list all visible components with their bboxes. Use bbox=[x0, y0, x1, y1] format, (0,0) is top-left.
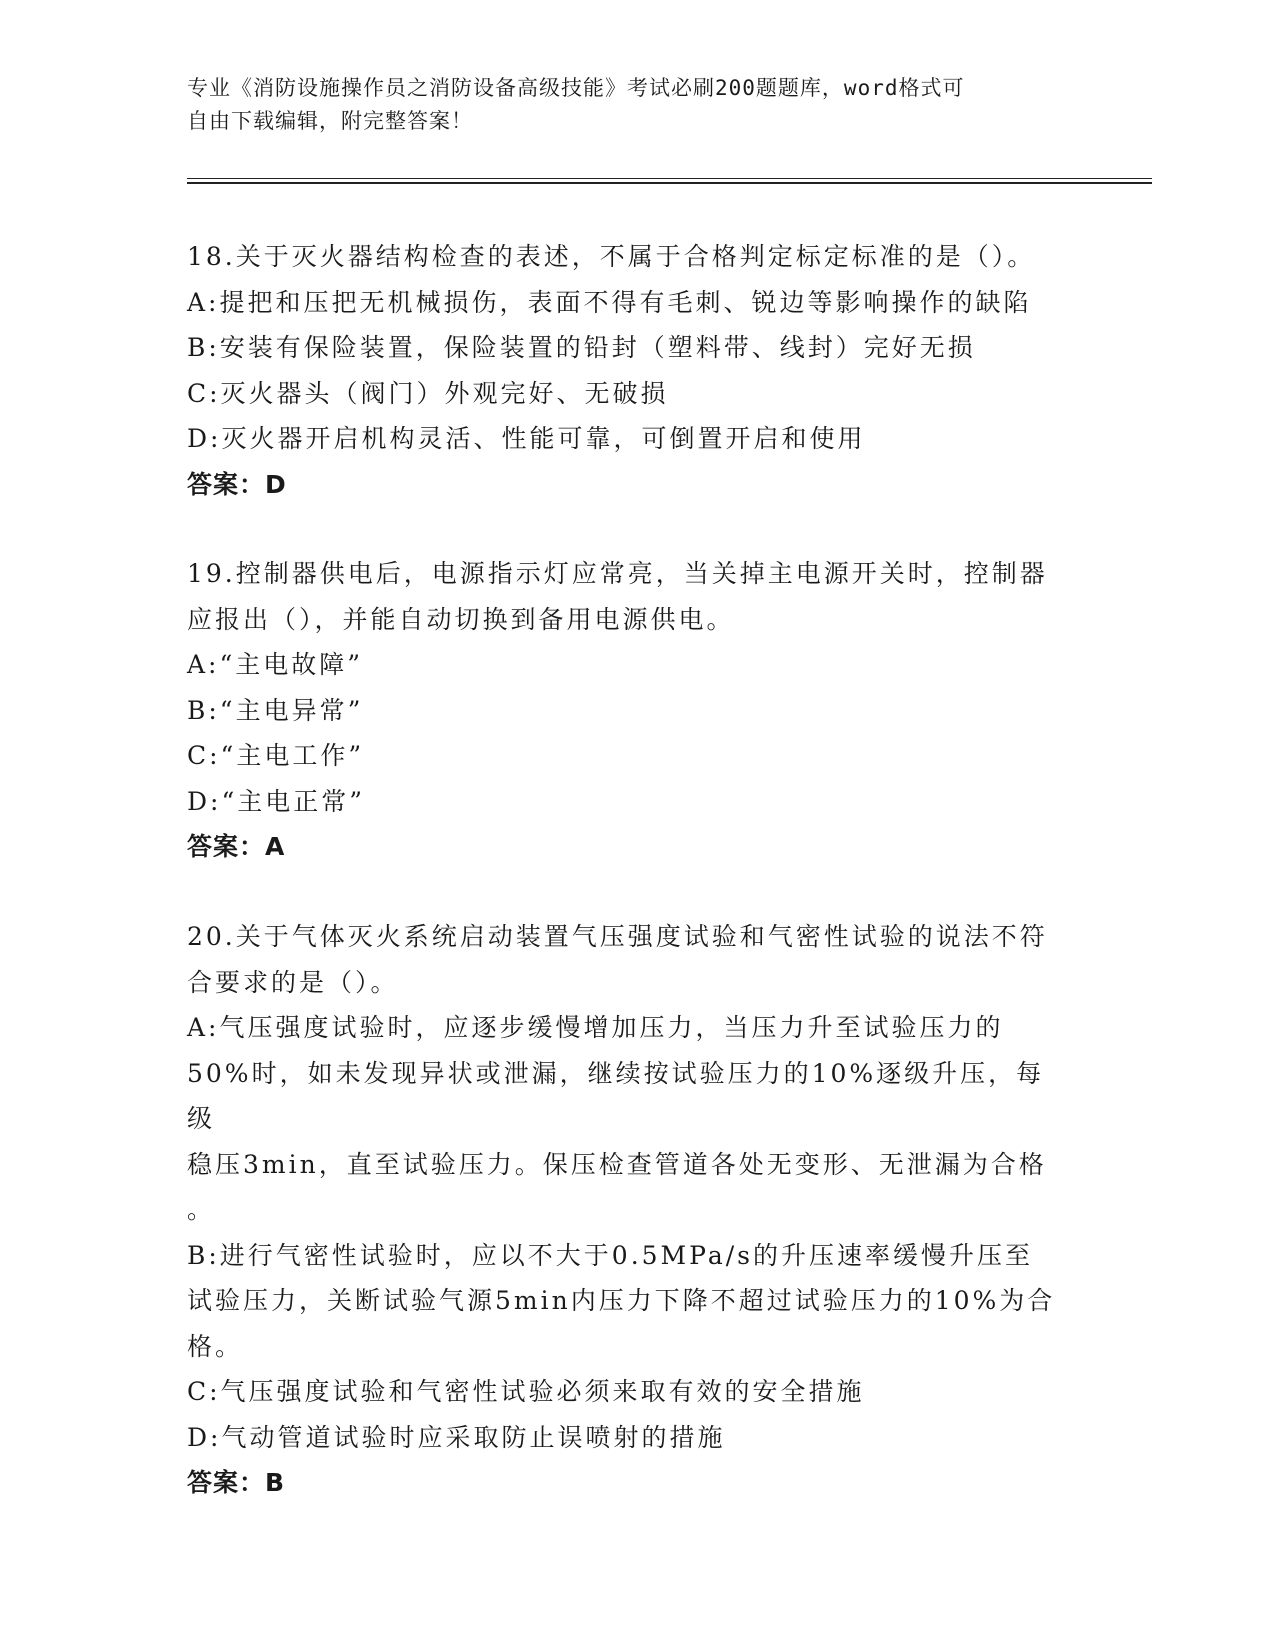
option-d: D:灭火器开启机构灵活、性能可靠，可倒置开启和使用 bbox=[187, 424, 866, 453]
question-stem-line-2: 合要求的是（）。 bbox=[187, 967, 399, 997]
option-d: D:“主电正常” bbox=[187, 786, 366, 816]
option-b-line-1: B:进行气密性试验时，应以不大于0.5MPa/s的升压速率缓慢升压至 bbox=[187, 1240, 1034, 1270]
option-a-line-2: 50%时，如未发现异状或泄漏，继续按试验压力的10%逐级升压，每级 bbox=[187, 1058, 1045, 1133]
header-divider-thin bbox=[187, 178, 1152, 179]
header-divider-thick bbox=[187, 182, 1152, 184]
option-c: C:灭火器头（阀门）外观完好、无破损 bbox=[187, 378, 669, 408]
question-18 bbox=[187, 234, 1067, 507]
option-b: B:“主电异常” bbox=[187, 695, 364, 725]
document-header bbox=[187, 72, 1067, 138]
option-a-line-1: A:气压强度试验时，应逐步缓慢增加压力，当压力升至试验压力的 bbox=[187, 1013, 1004, 1042]
question-20 bbox=[187, 914, 1067, 1506]
option-a: A:提把和压把无机械损伤，表面不得有毛刺、锐边等影响操作的缺陷 bbox=[187, 287, 1032, 317]
question-stem: 18.关于灭火器结构检查的表述，不属于合格判定标定标准的是（）。 bbox=[187, 242, 1036, 271]
option-b: B:安装有保险装置，保险装置的铅封（塑料带、线封）完好无损 bbox=[187, 333, 976, 362]
question-19 bbox=[187, 551, 1067, 870]
option-a: A:“主电故障” bbox=[187, 650, 364, 679]
option-c: C:气压强度试验和气密性试验必须来取有效的安全措施 bbox=[187, 1377, 865, 1406]
option-a-line-3: 稳压3min，直至试验压力。保压检查管道各处无变形、无泄漏为合格 bbox=[187, 1149, 1047, 1179]
question-stem-line-2: 应报出（），并能自动切换到备用电源供电。 bbox=[187, 604, 735, 634]
answer: 答案：A bbox=[187, 832, 286, 861]
option-a-line-4: 。 bbox=[187, 1195, 216, 1224]
question-stem-line-1: 19.控制器供电后，电源指示灯应常亮，当关掉主电源开关时，控制器 bbox=[187, 559, 1048, 588]
option-b-line-2: 试验压力，关断试验气源5min内压力下降不超过试验压力的10%为合 bbox=[187, 1286, 1056, 1315]
option-d: D:气动管道试验时应采取防止误喷射的措施 bbox=[187, 1422, 726, 1452]
option-b-line-3: 格。 bbox=[187, 1331, 244, 1361]
option-c: C:“主电工作” bbox=[187, 741, 365, 770]
answer: 答案：B bbox=[187, 1468, 286, 1497]
header-line-2: 自由下载编辑，附完整答案！ bbox=[187, 109, 473, 133]
question-stem-line-1: 20.关于气体灭火系统启动装置气压强度试验和气密性试验的说法不符 bbox=[187, 922, 1048, 951]
header-line-1: 专业《消防设施操作员之消防设备高级技能》考试必刷200题题库，word格式可 bbox=[187, 76, 965, 100]
answer: 答案：D bbox=[187, 469, 287, 499]
